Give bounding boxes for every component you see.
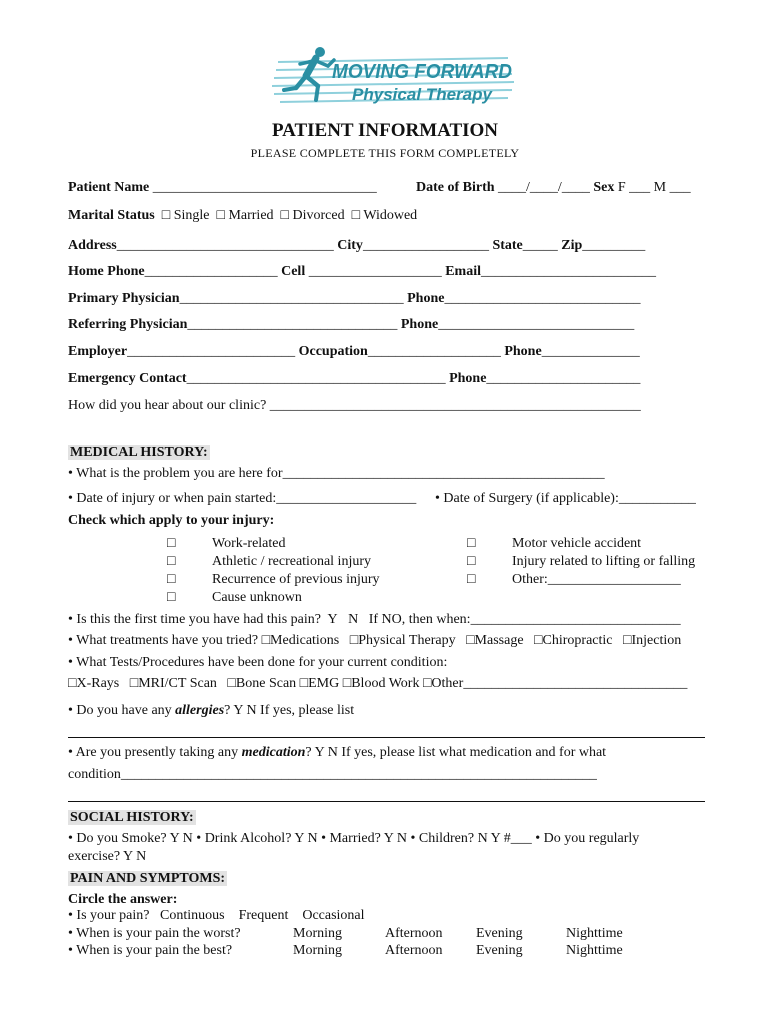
test-mri: MRI/CT Scan [138,676,217,691]
best-morning[interactable]: Morning [293,943,342,958]
marital-status-label: Marital Status [68,208,155,223]
dob-field[interactable]: ____/____/____ [498,180,590,195]
medication-post: ? Y N If yes, please list what medication and for what [305,745,607,760]
checkbox-other-injury[interactable]: □ [467,572,476,587]
if-no-label: If NO, then when: [368,612,471,627]
medication-emphasis: medication [241,745,306,760]
checkbox-other-test[interactable]: □ [422,676,432,691]
checkbox-bone-scan[interactable]: □ [227,676,236,691]
checkbox-lifting-falling[interactable]: □ [467,554,476,569]
primary-phone-label: Phone [407,291,445,306]
runner-icon [284,47,334,100]
referring-phone-field[interactable]: ____________________________ [438,317,635,332]
checkbox-injection[interactable]: □ [623,633,632,648]
referring-phone-label: Phone [400,317,439,332]
marital-option-married: Married [228,208,274,223]
dob-row [416,179,691,197]
checkbox-massage[interactable]: □ [466,633,475,648]
pain-type-question: • Is your pain? [68,908,150,923]
best-afternoon[interactable]: Afternoon [385,943,443,958]
checkbox-athletic[interactable]: □ [167,554,176,569]
logo-line2: Physical Therapy [352,85,494,104]
marital-option-widowed: Widowed [363,208,418,223]
home-phone-field[interactable]: ___________________ [144,264,278,279]
worst-evening[interactable]: Evening [476,926,523,941]
checkbox-married[interactable]: □ [216,208,225,223]
social-line-1: • Do you Smoke? Y N • Drink Alcohol? Y N • Married? Y N • Children? N Y #___ • Do you regularly [68,831,640,846]
zip-label: Zip [561,238,583,253]
allergies-emphasis: allergies [175,703,225,718]
marital-option-divorced: Divorced [292,208,345,223]
best-nighttime[interactable]: Nighttime [566,943,623,958]
checkbox-medications[interactable]: □ [261,633,271,648]
allergies-answer-line[interactable] [68,737,705,738]
social-history-heading [68,809,196,827]
state-label: State [492,238,523,253]
address-field[interactable]: _______________________________ [116,238,334,253]
pain-continuous[interactable]: Continuous [160,908,225,923]
sex-f-field[interactable]: F ___ [617,180,651,195]
checkbox-single[interactable]: □ [161,208,171,223]
treatment-chiropractic: Chiropractic [542,633,613,648]
checkbox-cause-unknown[interactable]: □ [167,590,176,605]
checkbox-emg[interactable]: □ [299,676,309,691]
employer-label: Employer [68,344,128,359]
sex-m-field[interactable]: M ___ [653,180,691,195]
patient-name-label: Patient Name [68,180,150,195]
page-subtitle: PLEASE COMPLETE THIS FORM COMPLETELY [250,146,520,160]
option-cause-unknown: Cause unknown [212,590,302,605]
social-line-2: exercise? Y N [68,849,147,864]
best-evening[interactable]: Evening [476,943,523,958]
allergies-post: ? Y N If yes, please list [224,703,355,718]
employer-field[interactable]: ________________________ [127,344,296,359]
worst-nighttime[interactable]: Nighttime [566,926,623,941]
problem-field[interactable]: ______________________________________________ [282,466,605,481]
test-other-field[interactable]: ________________________________ [463,676,688,691]
worst-afternoon[interactable]: Afternoon [385,926,443,941]
zip-field[interactable]: _________ [582,238,646,253]
checkbox-blood-work[interactable]: □ [342,676,352,691]
patient-name-row [68,179,377,197]
emergency-contact-label: Emergency Contact [68,371,187,386]
occupation-label: Occupation [298,344,368,359]
checkbox-chiropractic[interactable]: □ [534,633,543,648]
pain-occasional[interactable]: Occasional [302,908,365,923]
medication-row [68,744,606,762]
patient-name-field[interactable]: ________________________________ [152,180,377,195]
treatments-question: • What treatments have you tried? [68,633,259,648]
test-emg: EMG [308,676,340,691]
first-time-question: • Is this the first time you have had this pain? [68,612,321,627]
test-bone-scan: Bone Scan [235,676,297,691]
problem-label: • What is the problem you are here for [68,466,283,481]
emergency-phone-label: Phone [449,371,487,386]
option-athletic: Athletic / recreational injury [212,554,371,569]
marital-status-row [68,207,417,225]
checkbox-physical-therapy[interactable]: □ [349,633,359,648]
first-time-no[interactable]: N [348,612,359,627]
allergies-row [68,702,354,720]
employer-row [68,343,640,361]
test-xrays: X-Rays [76,676,120,691]
if-no-field[interactable]: ______________________________ [470,612,681,627]
treatment-injection: Injection [631,633,682,648]
emergency-contact-field[interactable]: _____________________________________ [186,371,446,386]
phone-row [68,263,656,281]
injury-date-label: • Date of injury or when pain started: [68,491,277,506]
option-motor-vehicle: Motor vehicle accident [512,536,642,551]
referring-physician-field[interactable]: ______________________________ [187,317,398,332]
checkbox-divorced[interactable]: □ [280,208,289,223]
logo-graphic [272,44,522,110]
option-other-injury[interactable]: Other:___________________ [512,572,681,587]
email-field[interactable]: _________________________ [481,264,656,279]
checkbox-widowed[interactable]: □ [351,208,361,223]
first-time-row [68,611,681,629]
referral-source-row [68,397,641,415]
pain-title: PAIN AND SYMPTOMS: [70,871,226,886]
surgery-date-field[interactable]: ___________ [618,491,696,506]
medical-history-title: MEDICAL HISTORY: [70,445,208,460]
treatments-row [68,632,681,650]
worst-morning[interactable]: Morning [293,926,342,941]
emergency-phone-field[interactable]: ______________________ [486,371,641,386]
treatment-massage: Massage [474,633,524,648]
injury-date-field[interactable]: ____________________ [276,491,417,506]
email-label: Email [445,264,481,279]
sex-label: Sex [593,180,615,195]
checkbox-recurrence[interactable]: □ [167,572,176,587]
clinic-logo [272,44,522,110]
pain-type-row [68,907,365,925]
injury-date-row [68,490,416,508]
page-title: PATIENT INFORMATION [271,120,499,141]
referring-physician-row [68,316,634,334]
city-field[interactable]: __________________ [362,238,489,253]
surgery-date-row [435,490,696,508]
checkbox-work-related[interactable]: □ [167,536,176,551]
problem-row [68,465,605,483]
option-recurrence: Recurrence of previous injury [212,572,380,587]
primary-physician-field[interactable]: ________________________________ [179,291,404,306]
medication-answer-line[interactable] [68,801,705,802]
referring-physician-label: Referring Physician [68,317,188,332]
condition-label: condition [68,767,121,782]
test-blood-work: Blood Work [351,676,420,691]
checkbox-motor-vehicle[interactable]: □ [467,536,476,551]
option-work-related: Work-related [212,536,286,551]
marital-option-single: Single [173,208,210,223]
logo-line1: MOVING FORWARD [332,61,512,83]
dob-label: Date of Birth [416,180,495,195]
state-field[interactable]: _____ [522,238,558,253]
medical-history-heading [68,444,210,462]
primary-phone-field[interactable]: ____________________________ [444,291,641,306]
test-other: Other [431,676,464,691]
employer-phone-field[interactable]: ______________ [541,344,640,359]
treatment-physical-therapy: Physical Therapy [358,633,456,648]
address-row [68,237,645,255]
cell-label: Cell [281,264,306,279]
tests-options-row [68,675,687,693]
checkbox-mri[interactable]: □ [129,676,139,691]
cell-field[interactable]: ___________________ [308,264,442,279]
surgery-date-label: • Date of Surgery (if applicable): [435,491,619,506]
occupation-field[interactable]: ___________________ [367,344,501,359]
referral-source-label: How did you hear about our clinic? [68,398,267,413]
home-phone-label: Home Phone [68,264,145,279]
employer-phone-label: Phone [504,344,542,359]
social-history-title: SOCIAL HISTORY: [70,810,194,825]
emergency-contact-row [68,370,640,388]
check-injury-heading: Check which apply to your injury: [68,513,275,528]
condition-row [68,766,597,784]
address-label: Address [68,238,117,253]
circle-instruction: Circle the answer: [68,892,178,907]
first-time-yes[interactable]: Y [327,612,338,627]
medication-pre: • Are you presently taking any [68,745,239,760]
treatment-medications: Medications [270,633,340,648]
allergies-pre: • Do you have any [68,703,172,718]
checkbox-xrays[interactable]: □ [68,676,77,691]
pain-worst-question: • When is your pain the worst? [68,926,241,941]
pain-frequent[interactable]: Frequent [238,908,289,923]
city-label: City [337,238,363,253]
tests-question: • What Tests/Procedures have been done for your current condition: [68,655,448,670]
option-lifting-falling: Injury related to lifting or falling [512,554,696,569]
primary-physician-label: Primary Physician [68,291,180,306]
referral-source-field[interactable]: _____________________________________________________ [269,398,641,413]
condition-field[interactable]: ____________________________________________________________________ [120,767,597,782]
primary-physician-row [68,290,640,308]
pain-best-question: • When is your pain the best? [68,943,233,958]
pain-heading [68,870,227,888]
